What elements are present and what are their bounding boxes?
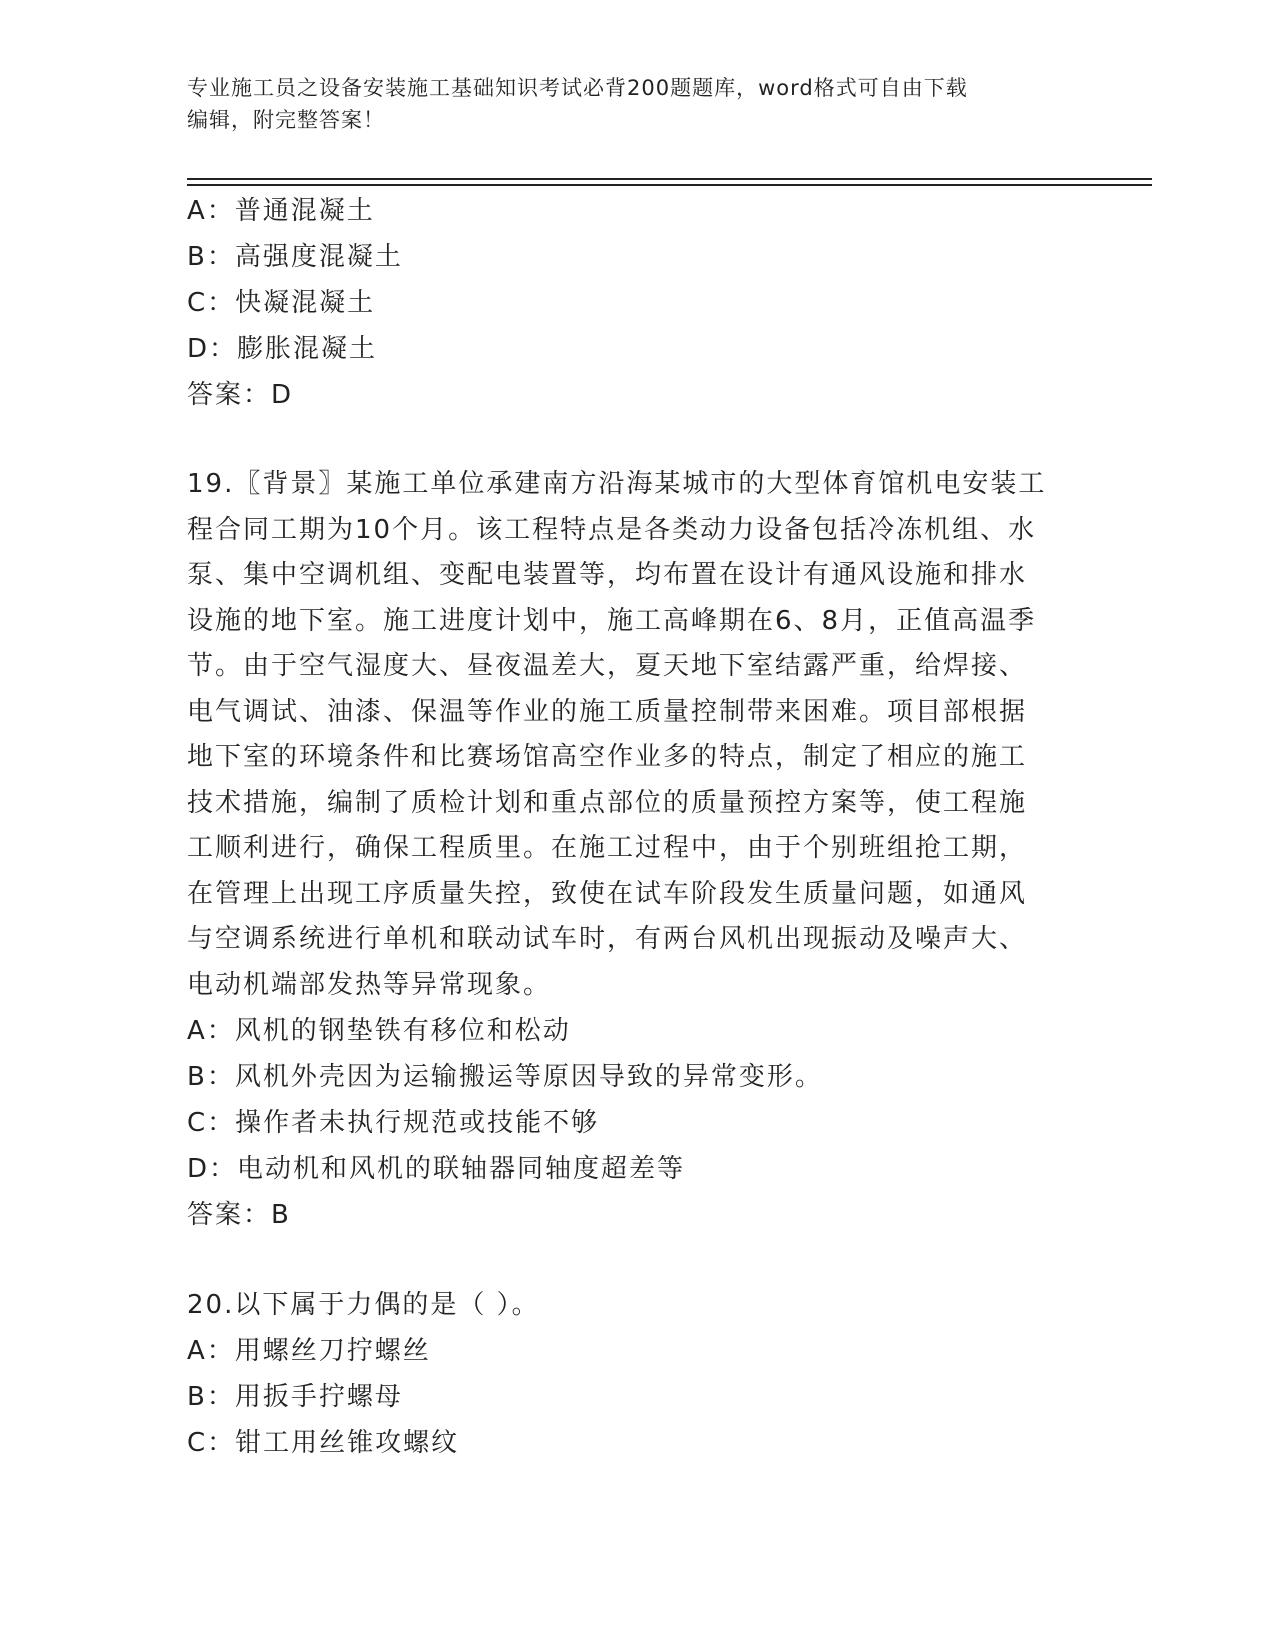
- option-b: B：风机外壳因为运输搬运等原因导致的异常变形。: [187, 1062, 823, 1092]
- stem-line: 工顺利进行，确保工程质里。在施工过程中，由于个别班组抢工期，: [187, 833, 1028, 863]
- option-a: A：用螺丝刀拧螺丝: [187, 1336, 431, 1366]
- question-content: [187, 188, 1087, 1466]
- stem-line: 19.〖背景〗某施工单位承建南方沿海某城市的大型体育馆机电安装工: [187, 469, 1047, 499]
- stem-line: 技术措施，编制了质检计划和重点部位的质量预控方案等，使工程施: [187, 787, 1028, 818]
- option-a: A：普通混凝土: [187, 196, 375, 226]
- stem-line: 与空调系统进行单机和联动试车时，有两台风机出现振动及噪声大、: [187, 924, 1028, 954]
- question-19-options: [187, 1008, 1087, 1192]
- option-c: C：快凝混凝土: [187, 288, 376, 318]
- question-spacer: [187, 1238, 1087, 1282]
- option-a: A：风机的钢垫铁有移位和松动: [187, 1016, 571, 1046]
- header-title-line-1: 专业施工员之设备安装施工基础知识考试必背200题题库，word格式可自由下载: [187, 76, 968, 100]
- header-divider-top: [187, 178, 1152, 180]
- header-title-line-2: 编辑，附完整答案！: [187, 108, 385, 132]
- option-b: B：高强度混凝土: [187, 242, 403, 272]
- question-20-options: [187, 1328, 1087, 1466]
- question-20-stem: 20.以下属于力偶的是（ ）。: [187, 1290, 540, 1320]
- question-spacer: [187, 418, 1087, 462]
- stem-line: 电气调试、油漆、保温等作业的施工质量控制带来困难。项目部根据: [187, 696, 1028, 727]
- question-19-stem: [187, 462, 1087, 1008]
- option-d: D：电动机和风机的联轴器同轴度超差等: [187, 1154, 686, 1184]
- option-c: C：钳工用丝锥攻螺纹: [187, 1428, 460, 1458]
- stem-line: 电动机端部发热等异常现象。: [187, 969, 552, 1000]
- stem-line: 设施的地下室。施工进度计划中，施工高峰期在6、8月，正值高温季: [187, 605, 1037, 636]
- stem-line: 程合同工期为10个月。该工程特点是各类动力设备包括冷冻机组、水: [187, 514, 1037, 545]
- stem-line: 泵、集中空调机组、变配电装置等，均布置在设计有通风设施和排水: [187, 560, 1028, 590]
- option-c: C：操作者未执行规范或技能不够: [187, 1108, 600, 1138]
- header-divider-bottom: [187, 184, 1152, 186]
- stem-line: 在管理上出现工序质量失控，致使在试车阶段发生质量问题，如通风: [187, 878, 1028, 909]
- question-19-answer: 答案：B: [187, 1200, 291, 1230]
- question-18-answer: 答案：D: [187, 380, 294, 410]
- question-18-options: [187, 188, 1087, 372]
- stem-line: 节。由于空气湿度大、昼夜温差大，夏天地下室结露严重，给焊接、: [187, 651, 1028, 681]
- option-d: D：膨胀混凝土: [187, 334, 378, 364]
- document-header: [187, 72, 1087, 136]
- stem-line: 地下室的环境条件和比赛场馆高空作业多的特点，制定了相应的施工: [187, 742, 1028, 772]
- option-b: B：用扳手拧螺母: [187, 1382, 403, 1412]
